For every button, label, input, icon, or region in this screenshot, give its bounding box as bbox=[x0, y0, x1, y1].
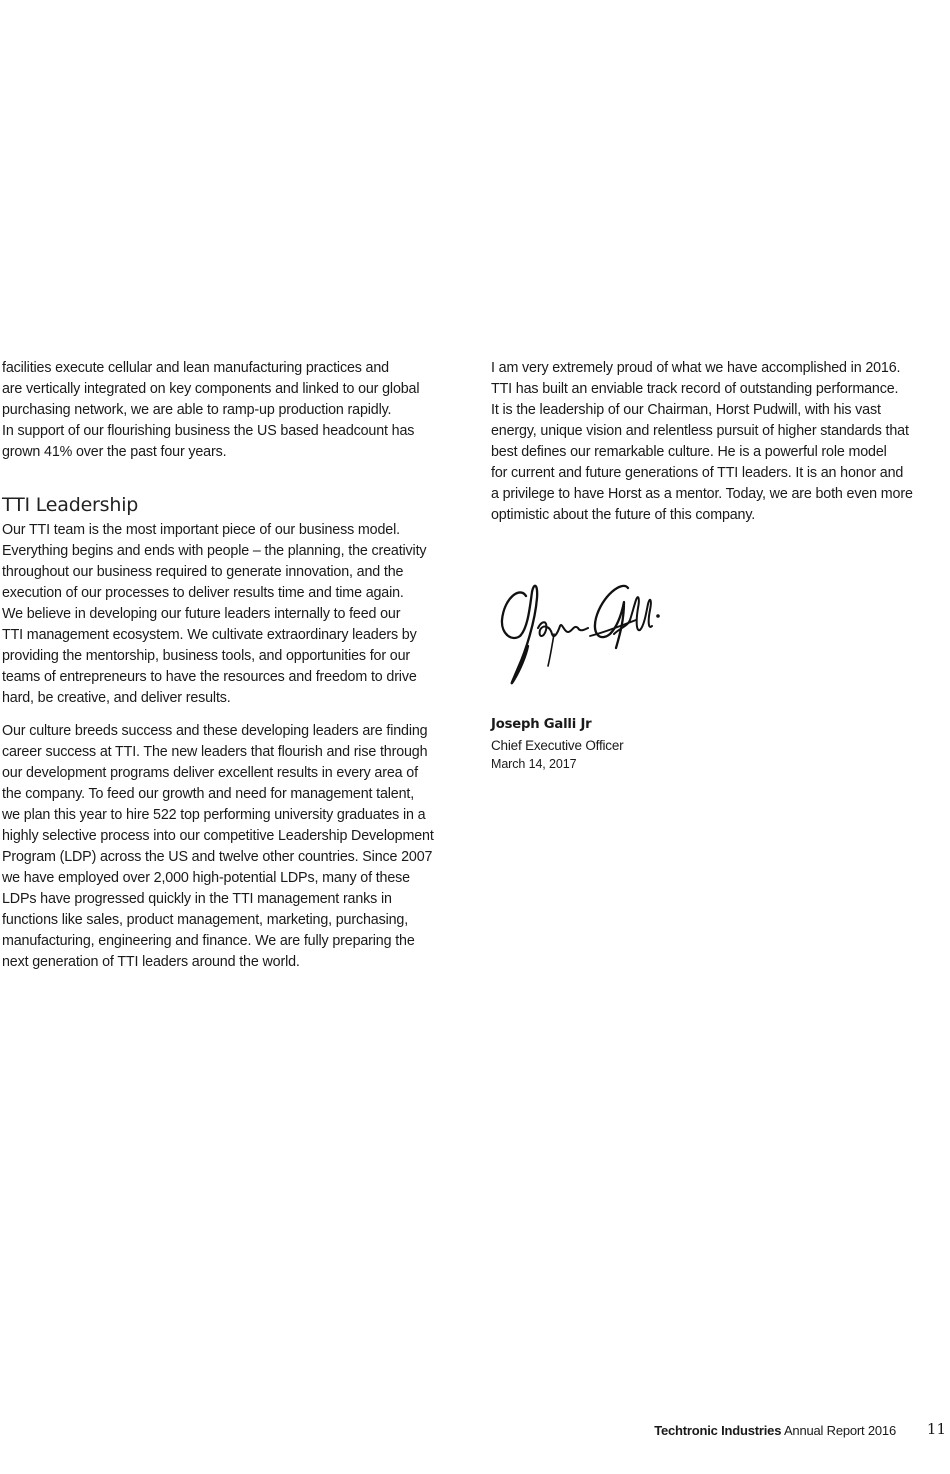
page-number: 11 bbox=[926, 1420, 946, 1438]
leadership-paragraph-2: Our culture breeds success and these developing leaders are finding career success at TTI. The new leaders that flourish and rise through our development programs deliver excellent results in every area of the company. To feed our growth and need for management talent, we plan this year to hire 522 top performing university graduates in a highly selective process into our competitive Leadership Development Program (LDP) across the US and twelve other countries. Since 2007 we have employed over 2,000 high-potential LDPs, many of these LDPs have progressed quickly in the TTI management ranks in functions like sales, product management, marketing, purchasing, manufacturing, engineering and finance. We are fully preparing the next generation of TTI leaders around the world. bbox=[2, 723, 434, 970]
right-column bbox=[491, 358, 943, 526]
signer-name: Joseph Galli Jr bbox=[491, 717, 592, 732]
intro-paragraph: facilities execute cellular and lean manufacturing practices and are vertically integrated on key components and linked to our global purchasing network, we are able to ramp-up production rapidly. In support of our flourishing business the US based headcount has grown 41% over the past four years. bbox=[2, 360, 420, 460]
page-footer bbox=[654, 1422, 896, 1440]
handwritten-signature-icon bbox=[496, 576, 666, 694]
closing-paragraph: I am very extremely proud of what we have accomplished in 2016. TTI has built an enviable track record of outstanding performance. It is the leadership of our Chairman, Horst Pudwill, with his vast energy, unique vision and relentless pursuit of higher standards that best defines our remarkable culture. He is a powerful role model for current and future generations of TTI leaders. It is an honor and a privilege to have Horst as a mentor. Today, we are both even more optimistic about the future of this company. bbox=[491, 360, 913, 523]
footer-report-title: Annual Report 2016 bbox=[781, 1423, 896, 1438]
section-heading: TTI Leadership bbox=[2, 494, 139, 516]
left-column bbox=[2, 358, 464, 973]
leadership-paragraph-1: Our TTI team is the most important piece of our business model. Everything begins and ends with people – the planning, the creativity throughout our business required to generate innovation, and the execution of our processes to deliver results time and time again. We believe in developing our future leaders internally to feed our TTI management ecosystem. We cultivate extraordinary leaders by providing the mentorship, business tools, and opportunities for our teams of entrepreneurs to have the resources and freedom to drive hard, be creative, and deliver results. bbox=[2, 522, 427, 706]
signer-title: Chief Executive Officer bbox=[491, 738, 624, 753]
signer-date: March 14, 2017 bbox=[491, 757, 577, 771]
footer-company: Techtronic Industries bbox=[654, 1423, 782, 1438]
